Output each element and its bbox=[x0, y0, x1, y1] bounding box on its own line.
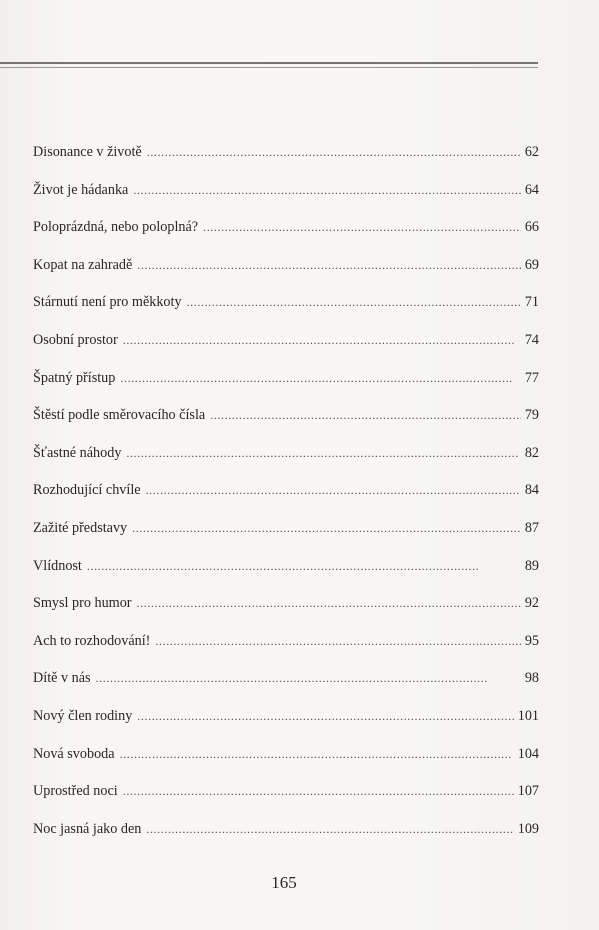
toc-entry-title: Uprostřed noci bbox=[33, 783, 118, 800]
toc-entry bbox=[33, 330, 539, 368]
toc-dot-leader bbox=[146, 819, 513, 839]
toc-dot-leader bbox=[147, 142, 521, 162]
toc-entry-title: Disonance v životě bbox=[33, 144, 142, 160]
toc-entry-page: 74 bbox=[524, 331, 539, 348]
page-number: 165 bbox=[271, 873, 297, 892]
toc-dot-leader bbox=[87, 556, 521, 576]
toc-dot-leader bbox=[126, 443, 520, 463]
toc-entry bbox=[33, 668, 539, 706]
toc-dot-leader bbox=[96, 668, 521, 688]
toc-entry-page: 62 bbox=[524, 144, 539, 160]
toc-entry bbox=[33, 443, 539, 481]
toc-entry-page: 64 bbox=[524, 181, 539, 198]
toc-dot-leader bbox=[137, 706, 513, 726]
toc-entry-title: Smysl pro humor bbox=[33, 595, 132, 612]
toc-entry bbox=[33, 631, 539, 669]
table-of-contents bbox=[33, 142, 539, 856]
toc-entry bbox=[33, 292, 539, 330]
toc-entry-title: Osobní prostor bbox=[33, 331, 118, 348]
toc-dot-leader bbox=[155, 631, 520, 651]
toc-entry bbox=[33, 480, 539, 518]
toc-dot-leader bbox=[120, 368, 520, 388]
toc-entry bbox=[33, 819, 539, 857]
toc-entry-page: 98 bbox=[524, 670, 539, 687]
toc-entry-page: 87 bbox=[524, 519, 539, 536]
toc-dot-leader bbox=[123, 781, 514, 801]
toc-entry bbox=[33, 255, 539, 293]
toc-entry-page: 107 bbox=[517, 783, 539, 800]
toc-entry bbox=[33, 593, 539, 631]
toc-entry-title: Vlídnost bbox=[33, 557, 82, 574]
toc-entry-page: 79 bbox=[524, 407, 539, 424]
toc-entry-title: Rozhodující chvíle bbox=[33, 482, 141, 499]
toc-dot-leader bbox=[210, 405, 521, 425]
header-rule bbox=[0, 62, 538, 64]
toc-entry bbox=[33, 180, 539, 218]
toc-entry bbox=[33, 368, 539, 406]
toc-entry-title: Štěstí podle směrovacího čísla bbox=[33, 407, 206, 424]
toc-dot-leader bbox=[137, 593, 521, 613]
toc-entry-title: Kopat na zahradě bbox=[33, 256, 133, 273]
toc-entry-page: 69 bbox=[524, 256, 539, 273]
header-rule-thin bbox=[0, 67, 538, 68]
toc-dot-leader bbox=[137, 255, 521, 275]
toc-entry-title: Špatný přístup bbox=[33, 369, 116, 386]
toc-entry-title: Nový člen rodiny bbox=[33, 707, 133, 724]
toc-entry-title: Dítě v nás bbox=[33, 670, 91, 687]
toc-entry-page: 95 bbox=[524, 632, 539, 649]
toc-dot-leader bbox=[123, 330, 521, 350]
toc-entry-title: Ach to rozhodování! bbox=[33, 632, 151, 649]
toc-dot-leader bbox=[146, 480, 521, 500]
toc-entry bbox=[33, 217, 539, 255]
toc-dot-leader bbox=[120, 744, 514, 764]
toc-entry-page: 77 bbox=[524, 369, 539, 386]
toc-entry-title: Poloprázdná, nebo poloplná? bbox=[33, 219, 199, 236]
toc-entry-page: 92 bbox=[524, 595, 539, 612]
toc-dot-leader bbox=[203, 217, 521, 237]
toc-entry bbox=[33, 142, 539, 180]
toc-entry bbox=[33, 518, 539, 556]
toc-entry-page: 66 bbox=[524, 219, 539, 236]
toc-entry-title: Zažité představy bbox=[33, 519, 128, 536]
toc-entry bbox=[33, 706, 539, 744]
toc-entry-page: 104 bbox=[517, 745, 539, 762]
toc-dot-leader bbox=[133, 180, 520, 200]
toc-entry bbox=[33, 405, 539, 443]
toc-entry-title: Stárnutí není pro měkkoty bbox=[33, 294, 182, 311]
toc-entry-title: Život je hádanka bbox=[33, 181, 129, 198]
toc-entry-title: Nová svoboda bbox=[33, 745, 115, 762]
toc-entry-title: Šťastné náhody bbox=[33, 444, 122, 461]
toc-dot-leader bbox=[187, 292, 521, 312]
toc-entry-page: 71 bbox=[524, 294, 539, 311]
toc-dot-leader bbox=[132, 518, 521, 538]
toc-entry bbox=[33, 781, 539, 819]
toc-entry-title: Noc jasná jako den bbox=[33, 820, 142, 837]
toc-entry bbox=[33, 744, 539, 782]
toc-entry-page: 109 bbox=[517, 820, 539, 837]
toc-entry-page: 89 bbox=[524, 557, 539, 574]
toc-entry-page: 101 bbox=[517, 707, 539, 724]
toc-entry bbox=[33, 556, 539, 594]
toc-entry-page: 82 bbox=[524, 444, 539, 461]
toc-entry-page: 84 bbox=[524, 482, 539, 499]
